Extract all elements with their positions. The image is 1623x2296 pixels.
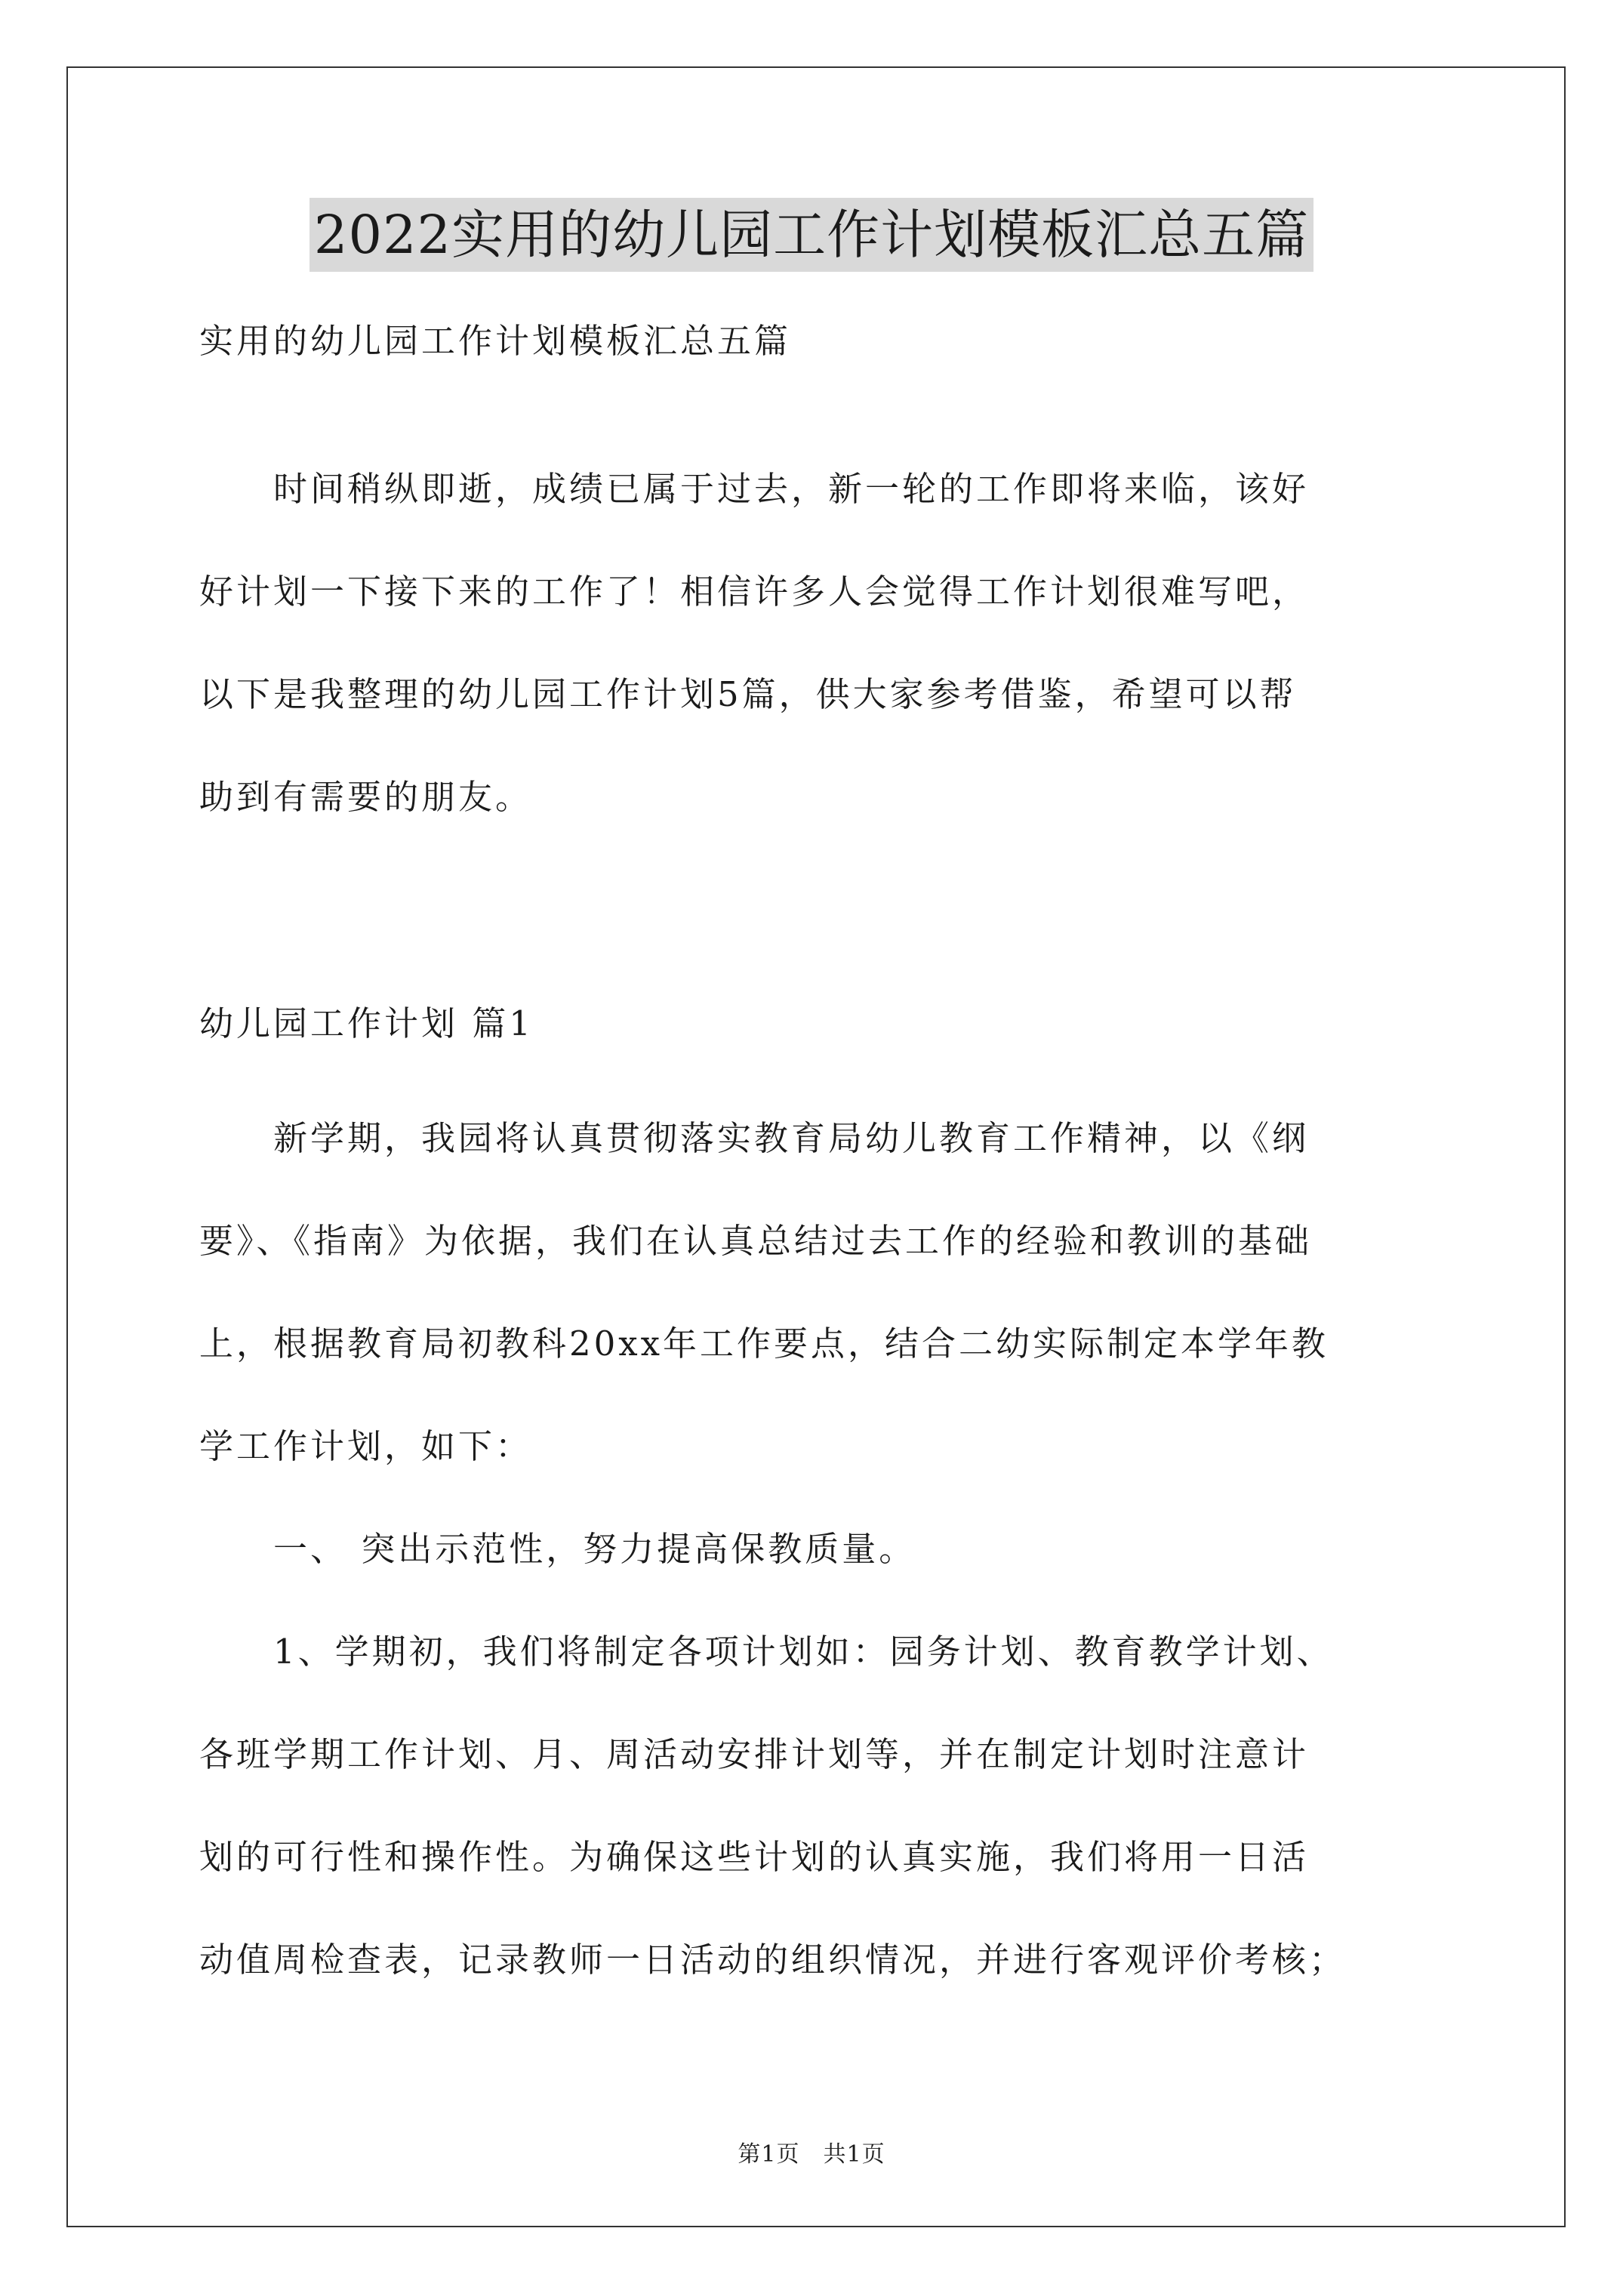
intro-line: 以下是我整理的幼儿园工作计划5篇，供大家参考借鉴，希望可以帮 [199, 674, 1297, 714]
document-title: 2022实用的幼儿园工作计划模板汇总五篇 [310, 198, 1313, 272]
body-line: 新学期，我园将认真贯彻落实教育局幼儿教育工作精神，以《纲 [199, 1118, 1310, 1158]
body-line: 动值周检查表，记录教师一日活动的组织情况，并进行客观评价考核； [199, 1940, 1347, 1980]
body-line: 各班学期工作计划、月、周活动安排计划等，并在制定计划时注意计 [199, 1734, 1310, 1774]
body-line: 上，根据教育局初教科20xx年工作要点，结合二幼实际制定本学年教 [199, 1324, 1329, 1364]
body-line: 划的可行性和操作性。为确保这些计划的认真实施，我们将用一日活 [199, 1837, 1310, 1877]
body-line: 1、学期初，我们将制定各项计划如：园务计划、教育教学计划、 [199, 1632, 1334, 1672]
intro-line: 时间稍纵即逝，成绩已属于过去，新一轮的工作即将来临，该好 [199, 469, 1310, 509]
intro-line: 助到有需要的朋友。 [199, 777, 533, 817]
section-heading: 幼儿园工作计划 篇1 [199, 1003, 534, 1043]
document-subtitle: 实用的幼儿园工作计划模板汇总五篇 [199, 321, 792, 361]
page-footer: 第1页 共1页 [738, 2141, 885, 2168]
title-container [0, 198, 1623, 272]
body-line: 要》、《指南》为依据，我们在认真总结过去工作的经验和教训的基础 [199, 1221, 1313, 1261]
body-line: 一、 突出示范性，努力提高保教质量。 [199, 1529, 916, 1569]
intro-line: 好计划一下接下来的工作了！相信许多人会觉得工作计划很难写吧， [199, 572, 1310, 612]
body-line: 学工作计划，如下： [199, 1426, 533, 1466]
